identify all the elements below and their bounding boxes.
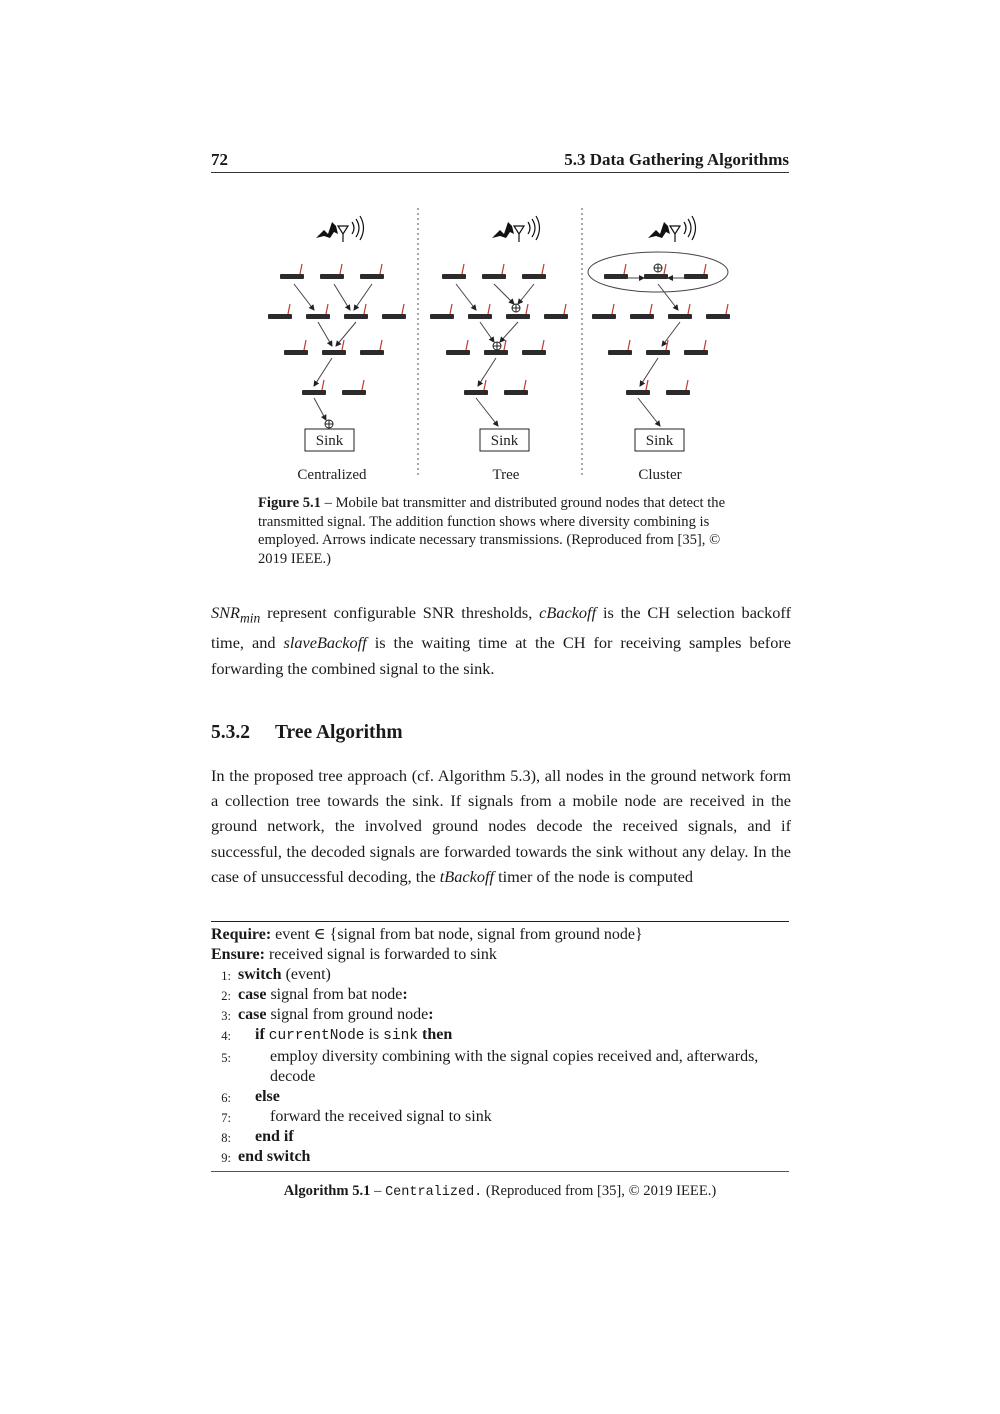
require-keyword: Require: <box>211 926 272 943</box>
require-text: event ∈ {signal from bat node, signal from ground node} <box>271 926 643 943</box>
algo-line <box>211 1107 789 1127</box>
caption-dash: – <box>370 1183 386 1199</box>
slavebackoff-term: slaveBackoff <box>283 633 367 653</box>
page-number: 72 <box>211 150 228 169</box>
panel-label-centralized: Centralized <box>297 467 367 483</box>
algo-line <box>211 1025 789 1046</box>
algo-ensure <box>211 945 789 965</box>
colon: : <box>402 986 408 1004</box>
section-title: Tree Algorithm <box>275 722 403 743</box>
algo-line <box>211 1047 789 1067</box>
paragraph-text: is the CH selection backoff time, and <box>211 603 791 653</box>
line-number: 7: <box>221 1110 231 1125</box>
line-text: (event) <box>281 966 331 984</box>
algorithm-caption-label: Algorithm 5.1 <box>283 1183 371 1199</box>
keyword: end if <box>255 1127 294 1145</box>
figure-caption-text: – Mobile bat transmitter and distributed ground nodes that detect the transmitted signal. The addition function shows where diversity combining is employed. Arrows indicate necessary transmissions. (Reproduced from [35], © 2019 IEEE.) <box>258 495 726 567</box>
cbackoff-term: cBackoff <box>539 603 597 622</box>
paragraph-text: represent configurable SNR thresholds, <box>260 603 540 622</box>
line-number: 4: <box>221 1029 231 1044</box>
section-heading <box>211 722 403 744</box>
algo-line-continuation <box>211 1067 789 1087</box>
line-text: employ diversity combining with the signal copies received and, afterwards, <box>270 1047 759 1065</box>
algorithm-block <box>211 921 789 1172</box>
algorithm-caption <box>211 1183 789 1200</box>
tbackoff-term: tBackoff <box>439 866 495 886</box>
line-text: signal from bat node <box>266 986 403 1004</box>
paragraph <box>211 600 791 681</box>
algorithm-caption-text: (Reproduced from [35], © 2019 IEEE.) <box>482 1183 717 1199</box>
algo-line <box>211 965 789 985</box>
line-number: 9: <box>221 1151 231 1166</box>
panel-tree <box>430 216 568 483</box>
line-number: 2: <box>221 989 231 1004</box>
code-sink: sink <box>383 1028 418 1045</box>
section-title-header: 5.3 Data Gathering Algorithms <box>564 150 789 169</box>
line-text: is <box>364 1026 384 1044</box>
line-text: signal from ground node <box>266 1006 429 1024</box>
algo-line <box>211 1087 789 1107</box>
snr-symbol: SNR <box>211 603 240 622</box>
line-number: 8: <box>221 1130 231 1145</box>
paragraph-text: timer of the node is computed <box>494 866 693 886</box>
line-text: forward the received signal to sink <box>270 1107 492 1125</box>
panel-centralized <box>268 216 406 483</box>
section-number: 5.3.2 <box>211 722 250 743</box>
keyword: else <box>255 1087 280 1105</box>
sink-label: Sink <box>645 433 674 449</box>
snr-subscript: min <box>239 610 261 626</box>
paragraph <box>211 763 791 889</box>
line-number: 6: <box>221 1090 231 1105</box>
algo-line <box>211 1127 789 1147</box>
panel-label-tree: Tree <box>492 467 520 483</box>
code-current-node: currentNode <box>268 1028 365 1045</box>
panel-label-cluster: Cluster <box>638 467 682 483</box>
figure-caption-label: Figure 5.1 <box>258 495 321 511</box>
line-number: 1: <box>221 969 231 984</box>
ensure-text: received signal is forwarded to sink <box>264 946 497 964</box>
paragraph-text: In the proposed tree approach (cf. Algorithm 5.3), all nodes in the ground network form a collection tree towards the sink. If signals from a mobile node are received in the ground network, the involved ground nodes decode the received signals, and if successful, the decoded signals are forwarded towards the sink without any delay. In the case of unsuccessful decoding, the <box>211 766 791 886</box>
network-diagram <box>262 200 742 490</box>
paragraph-text: is the waiting time at the CH for receiving samples before forwarding the combined signal to the sink. <box>211 633 792 678</box>
figure-caption <box>258 494 748 568</box>
line-text: decode <box>270 1067 316 1085</box>
algo-line <box>211 1005 789 1025</box>
keyword: end switch <box>238 1148 311 1166</box>
figure-5-1 <box>262 200 742 490</box>
colon: : <box>428 1006 434 1024</box>
algorithm-name-code: Centralized. <box>385 1185 483 1200</box>
algo-require <box>211 925 789 945</box>
keyword: case <box>238 986 267 1004</box>
line-number: 3: <box>221 1009 231 1024</box>
panel-cluster <box>588 216 730 483</box>
running-head <box>211 148 789 173</box>
keyword: then <box>417 1026 453 1044</box>
algo-line <box>211 1147 789 1167</box>
line-number: 5: <box>221 1050 231 1065</box>
keyword: switch <box>238 966 282 984</box>
sink-label: Sink <box>315 433 344 449</box>
ensure-keyword: Ensure: <box>211 946 265 964</box>
algo-line <box>211 985 789 1005</box>
keyword: if <box>255 1026 265 1044</box>
keyword: case <box>238 1006 267 1024</box>
sink-label: Sink <box>490 433 519 449</box>
